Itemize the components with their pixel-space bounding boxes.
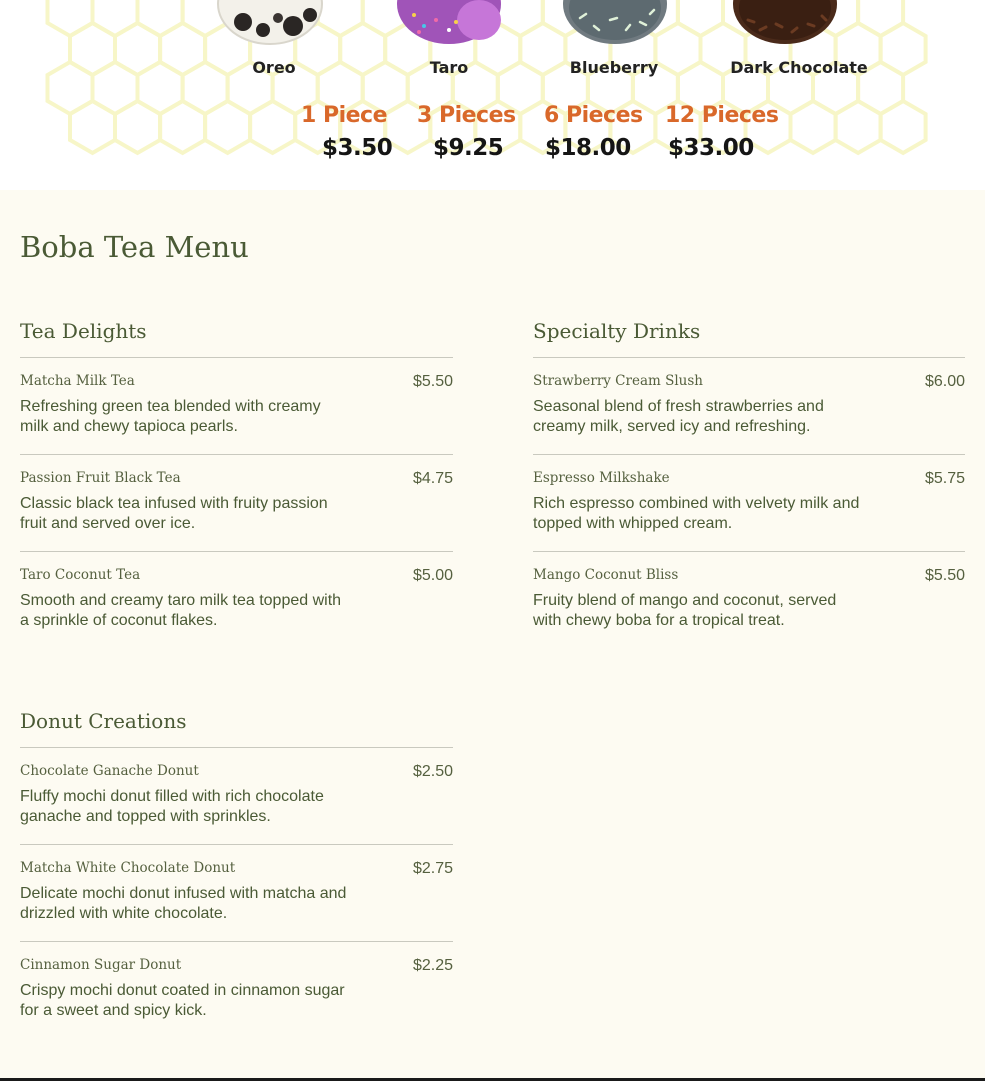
price-label-12: $33.00 (668, 135, 754, 161)
item-description: Fluffy mochi donut filled with rich chocolate ganache and topped with sprinkles. (20, 788, 324, 825)
honeycomb-cell (48, 0, 93, 36)
honeycomb-cell (138, 0, 183, 36)
menu-item[interactable] (20, 845, 453, 942)
donut-promo-banner (0, 0, 985, 190)
menu-item[interactable] (533, 455, 965, 552)
item-name: Espresso Milkshake (533, 470, 670, 486)
item-price: $5.50 (412, 373, 453, 390)
item-price: $5.00 (412, 567, 453, 584)
honeycomb-cell (858, 0, 903, 36)
honeycomb-cell (678, 0, 723, 36)
honeycomb-cell (115, 101, 160, 153)
item-name: Passion Fruit Black Tea (20, 470, 181, 486)
flavor-label-taro: Taro (429, 58, 469, 77)
quantity-label-6: 6 Pieces (544, 103, 643, 128)
honeycomb-cell (93, 0, 138, 36)
taro-donut-image (394, 0, 504, 48)
item-name: Cinnamon Sugar Donut (20, 957, 182, 973)
dark-chocolate-donut-image (730, 0, 840, 48)
blueberry-donut-image (560, 0, 670, 48)
item-description: Crispy mochi donut coated in cinnamon sugar for a sweet and spicy kick. (20, 982, 345, 1019)
menu-item[interactable] (20, 455, 453, 552)
flavor-label-dark-chocolate: Dark Chocolate (730, 58, 868, 77)
section-donut-creations (20, 707, 453, 1038)
item-description: Seasonal blend of fresh strawberries and creamy milk, served icy and refreshing. (533, 398, 824, 435)
price-label-3: $9.25 (433, 135, 504, 161)
item-name: Taro Coconut Tea (20, 567, 141, 583)
item-description: Refreshing green tea blended with creamy milk and chewy tapioca pearls. (20, 398, 321, 435)
menu-item[interactable] (20, 748, 453, 845)
menu-item[interactable] (533, 358, 965, 455)
menu-item[interactable] (20, 552, 453, 648)
flavor-label-blueberry: Blueberry (569, 58, 659, 77)
section-title: Tea Delights (20, 319, 147, 343)
price-label-6: $18.00 (545, 135, 631, 161)
honeycomb-cell (791, 101, 836, 153)
item-price: $5.75 (924, 470, 965, 487)
item-description: Rich espresso combined with velvety milk and topped with whipped cream. (533, 495, 860, 532)
price-label-1: $3.50 (322, 135, 393, 161)
menu-item[interactable] (20, 942, 453, 1038)
honeycomb-cell (205, 101, 250, 153)
item-description: Fruity blend of mango and coconut, served with chewy boba for a tropical treat. (533, 592, 837, 629)
honeycomb-cell (881, 101, 926, 153)
quantity-label-1: 1 Piece (301, 103, 388, 128)
oreo-donut-image (215, 0, 325, 48)
menu-item[interactable] (20, 358, 453, 455)
section-specialty-drinks (533, 317, 965, 648)
menu-item[interactable] (533, 552, 965, 648)
item-price: $2.75 (412, 860, 453, 877)
item-name: Matcha White Chocolate Donut (20, 860, 236, 876)
flavor-label-oreo: Oreo (252, 58, 296, 77)
item-name: Chocolate Ganache Donut (20, 763, 199, 779)
item-price: $6.00 (924, 373, 965, 390)
item-name: Matcha Milk Tea (20, 373, 135, 389)
honeycomb-cell (70, 101, 115, 153)
honeycomb-cell (160, 101, 205, 153)
item-description: Smooth and creamy taro milk tea topped with a sprinkle of coconut flakes. (20, 592, 342, 629)
section-title: Specialty Drinks (533, 319, 701, 343)
honeycomb-cell (250, 101, 295, 153)
quantity-label-3: 3 Pieces (417, 103, 516, 128)
item-price: $5.50 (924, 567, 965, 584)
section-tea-delights (20, 317, 453, 648)
menu-title: Boba Tea Menu (20, 230, 249, 264)
honeycomb-cell (498, 0, 543, 36)
section-title: Donut Creations (20, 709, 187, 733)
item-price: $2.50 (412, 763, 453, 780)
honeycomb-cell (836, 101, 881, 153)
quantity-label-12: 12 Pieces (665, 103, 779, 128)
item-description: Classic black tea infused with fruity passion fruit and served over ice. (20, 495, 328, 532)
item-name: Mango Coconut Bliss (533, 567, 679, 583)
item-name: Strawberry Cream Slush (533, 373, 703, 389)
item-price: $4.75 (412, 470, 453, 487)
item-description: Delicate mochi donut infused with matcha and drizzled with white chocolate. (20, 885, 347, 922)
item-price: $2.25 (412, 957, 453, 974)
